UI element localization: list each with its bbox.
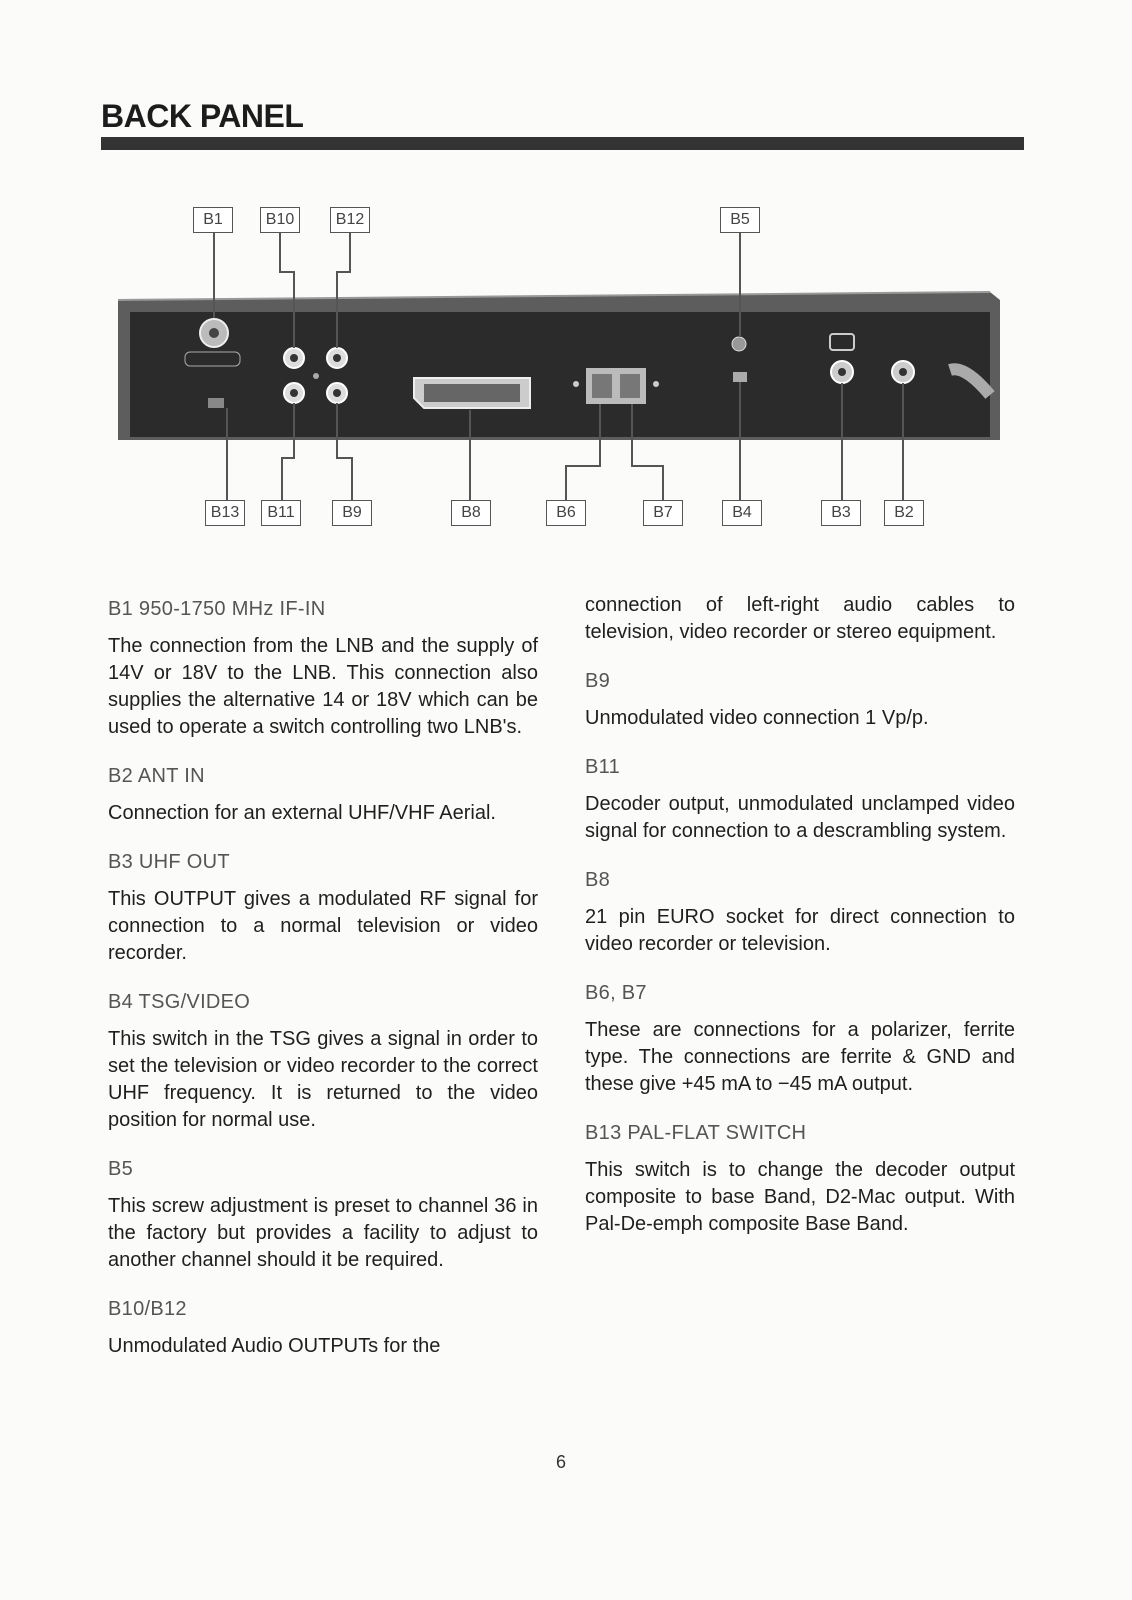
section-body: These are connections for a polarizer, ferrite type. The connections are ferrite & GND and these give +45 mA to −45 mA output. (585, 1019, 1015, 1095)
label-b12: B12 (330, 207, 370, 233)
section-body: Unmodulated Audio OUTPUTs for the (108, 1335, 441, 1357)
label-b8: B8 (451, 500, 491, 526)
label-b10: B10 (260, 207, 300, 233)
section-b5 (108, 1158, 538, 1274)
section-heading: B4 TSG/VIDEO (108, 991, 251, 1013)
section-body: Connection for an external UHF/VHF Aerial. (108, 802, 496, 824)
page-title: BACK PANEL (101, 98, 304, 134)
label-b3: B3 (821, 500, 861, 526)
section-b10-b12-continued (585, 592, 1015, 646)
section-heading: B9 (585, 670, 611, 692)
section-heading: B6, B7 (585, 982, 647, 1004)
section-b1 (108, 598, 538, 741)
label-b2: B2 (884, 500, 924, 526)
section-body: This switch is to change the decoder output composite to base Band, D2-Mac output. With Pal-De-emph composite Base Band. (585, 1159, 1015, 1235)
section-body: This OUTPUT gives a modulated RF signal for connection to a normal television or video recorder. (108, 888, 538, 964)
section-heading: B2 ANT IN (108, 765, 205, 787)
tsg-video-switch-icon (733, 372, 747, 382)
channel-adjust-screw-icon (732, 337, 746, 351)
section-heading: B1 950-1750 MHz IF-IN (108, 598, 326, 620)
section-heading: B11 (585, 756, 621, 778)
section-body: This switch in the TSG gives a signal in order to set the television or video recorder to the correct UHF frequency. It is returned to the video position for normal use. (108, 1028, 538, 1131)
left-column (108, 598, 538, 1384)
section-b13 (585, 1122, 1015, 1238)
label-b5: B5 (720, 207, 760, 233)
section-body: The connection from the LNB and the supply of 14V or 18V to the LNB. This connection also supplies the alternative 14 or 18V which can be used to operate a switch controlling two LNB's. (108, 635, 538, 738)
section-b11 (585, 756, 1015, 845)
label-b6: B6 (546, 500, 586, 526)
section-heading: B13 PAL-FLAT SWITCH (585, 1122, 807, 1144)
label-b4: B4 (722, 500, 762, 526)
section-b4 (108, 991, 538, 1134)
label-b1: B1 (193, 207, 233, 233)
label-b9: B9 (332, 500, 372, 526)
section-b6-b7 (585, 982, 1015, 1098)
section-b8 (585, 869, 1015, 958)
label-b7: B7 (643, 500, 683, 526)
section-body: Unmodulated video connection 1 Vp/p. (585, 707, 929, 729)
section-body: Decoder output, unmodulated unclamped video signal for connection to a descrambling system. (585, 793, 1015, 842)
label-b13: B13 (205, 500, 245, 526)
section-b10-b12 (108, 1298, 538, 1360)
right-column (585, 592, 1015, 1262)
section-b9 (585, 670, 1015, 732)
section-b3 (108, 851, 538, 967)
page-number: 6 (556, 1452, 567, 1472)
section-heading: B5 (108, 1158, 134, 1180)
section-body: This screw adjustment is preset to channel 36 in the factory but provides a facility to adjust to another channel should it be required. (108, 1195, 538, 1271)
section-body: 21 pin EURO socket for direct connection to video recorder or television. (585, 906, 1015, 955)
section-heading: B3 UHF OUT (108, 851, 230, 873)
section-b2 (108, 765, 538, 827)
label-b11: B11 (261, 500, 301, 526)
pal-flat-switch-icon (208, 398, 224, 408)
back-panel-diagram (0, 0, 1132, 560)
section-heading: B10/B12 (108, 1298, 187, 1320)
panel-face (130, 312, 990, 437)
section-body: connection of left-right audio cables to television, video recorder or stereo equipment. (585, 594, 1015, 643)
section-heading: B8 (585, 869, 611, 891)
